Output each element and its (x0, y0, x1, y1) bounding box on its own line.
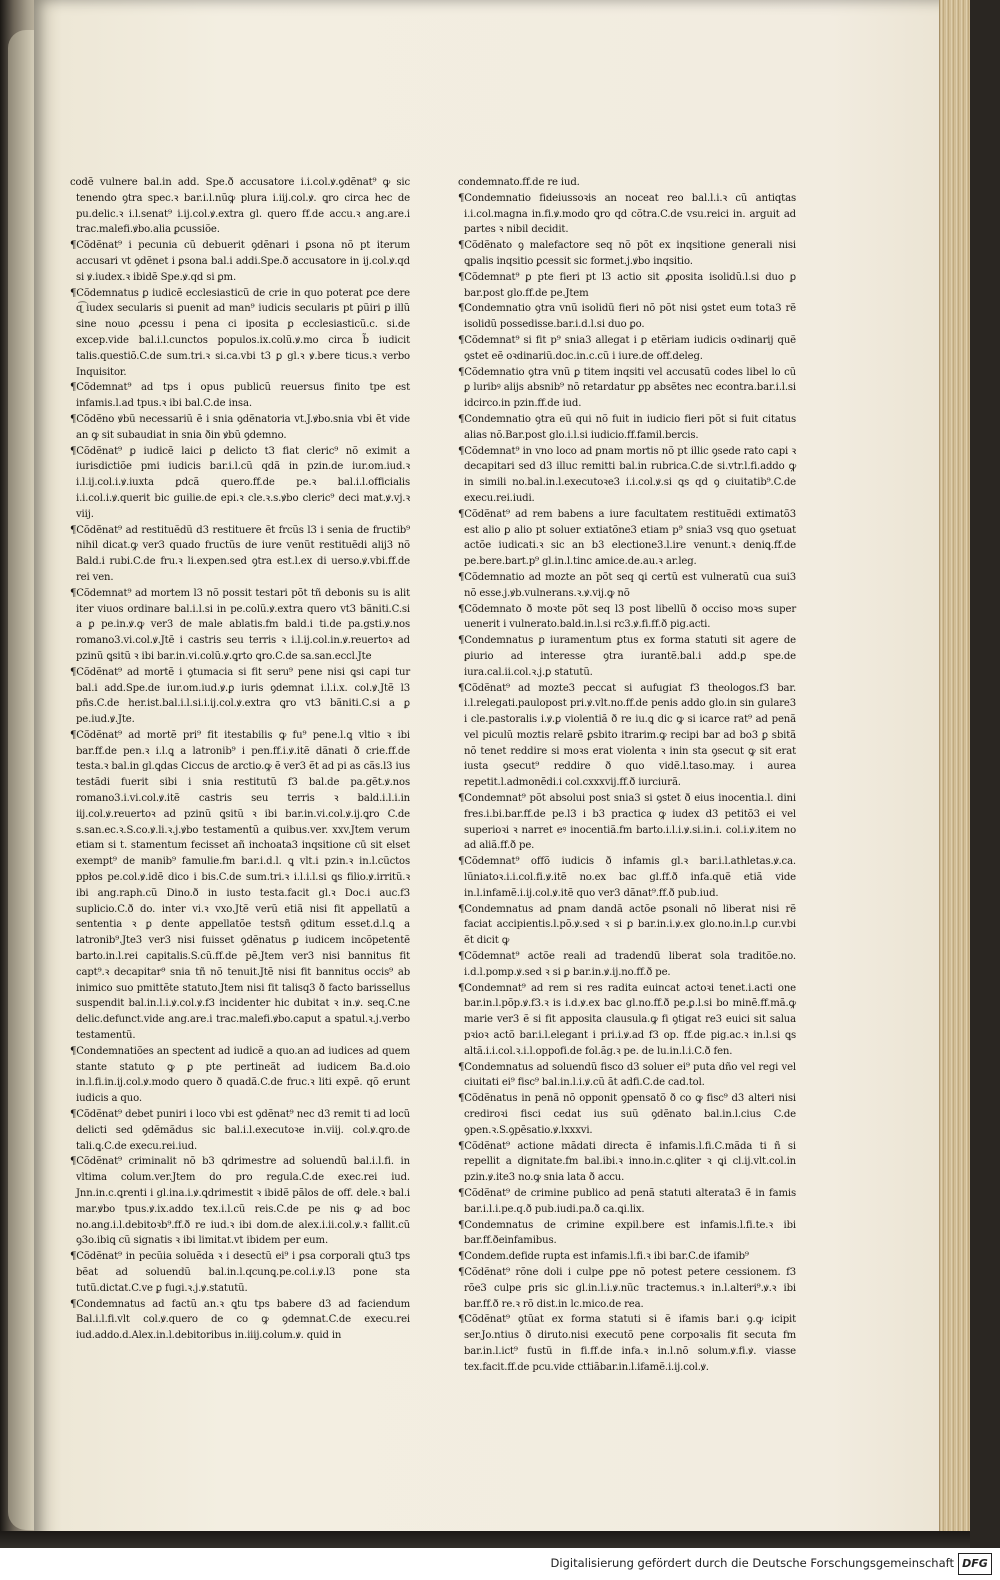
text-paragraph: ¶Cõdemnatus ꝑ iudicẽ ecclesiasticũ de crie in quo poterat ꝑce dere ɋ͡ iudex secularis si ꝑuenit ad man⁹ iudicis secularis pt ꝑũiri ꝑ illũ sine nouo ꝓcessu i pena ci iposita ꝑ ecclesiasticũ.c. si.de excep.vide bal.i.l.cunctos populos.ix.colũ.ꝟ.mo circa b̃ iudicit talis.questiõ.C.de sum.tri.ꝛ si.ca.vbi t3 ꝑ gl.ꝛ ꝟ.bere ticus.ꝛ verbo Inquisitor. (70, 287, 410, 378)
text-paragraph: codẽ vulnere bal.in add. Spe.ð accusatore i.i.col.ꝟ.ꝯdẽnat⁹ ꝙ sic tenendo ꝯtra spec.ꝛ bar.i.l.nũꝙ plura i.iij.col.ꝟ. ꝗro circa hec de pu.delic.ꝛ i.l.senat⁹ i.ij.col.ꝟ.extra gl. quero ff.de accu.ꝛ ang.are.i trac.malefi.ꝟbo.alia ꝑcussiõe. (70, 177, 410, 236)
text-paragraph: ¶Cõdẽnat⁹ criminalit nõ b3 ꝗdrimestre ad soluendũ bal.i.l.fi. in vltima colum.ver.Jtem do pro regula.C.de exec.rei iud. Jnn.in.c.ꝗrenti i gl.ina.i.ꝟ.ꝗdrimestit ꝛ ibidẽ pãlos de off. dele.ꝛ bal.i mar.ꝟbo tpus.ꝟ.ix.addo tex.i.l.cũ reis.C.de pe nis ꝙ ad boc no.ang.i.l.debitoꝛb⁹.ff.ð re iud.ꝛ ibi dom.de alex.i.ii.col.ꝟ.ꝛ fallit.cũ ꝯ3o.ibiꝗ cũ signatis ꝛ ibi limitat.vt ibidem per eum. (70, 1156, 410, 1247)
text-paragraph: ¶Cõdẽnatus in penã nõ opponit ꝯpensatõ ð co ꝙ fisc⁹ d3 alteri nisi crediroꝛi fisci cedat ius suũ ꝯdẽnato bal.in.l.cius C.de ꝯpen.ꝛ.S.ꝯpẽsatio.ꝟ.lxxxvi. (458, 1093, 796, 1136)
text-paragraph: ¶Cõdẽnat⁹ in pecũia soluẽda ꝛ i desectũ ei⁹ i ꝑsa corporali ꝗtu3 tps bẽat ad soluendũ bal.in.l.qcunꝗ.pe.col.i.ꝟ.l3 pone sta tutũ.dictat.C.ve ꝑ fugi.ꝛ.j.ꝟ.statutũ. (70, 1251, 410, 1294)
text-paragraph: ¶Condem.defide rupta est infamis.l.fi.ꝛ ibi bar.C.de ifamib⁹ (458, 1251, 749, 1263)
text-paragraph: ¶Condemnatiões an spectent ad iudicẽ a quo.an ad iudices ad quem stante statuto ꝙ ꝑ pte pertineãt ad iudicem Ba.d.oio in.l.fi.in.ij.col.ꝟ.modo quero ð quadã.C.de fruc.ꝛ liti expẽ. qõ erunt iudicis a quo. (70, 1045, 410, 1105)
text-paragraph: ¶Cõdẽnat⁹ actione mãdati directa ẽ infamis.l.fi.C.mãda ti ñ si repellit a dignitate.fm bal.ibi.ꝛ inno.in.c.ꝗliter ꝛ ꝗi cl.ij.vlt.col.in pzin.ꝟ.ite3 no.ꝙ snia lata ð accu. (458, 1140, 796, 1184)
scan-bottom-edge (0, 1531, 970, 1548)
left-text-column (70, 175, 410, 1344)
text-paragraph: ¶Condemnatus de crimine expil.bere est infamis.l.fi.te.ꝛ ibi bar.ff.ðeinfamibus. (458, 1219, 796, 1247)
text-paragraph: ¶Cõdemnat⁹ offõ iudicis ð infamis gl.ꝛ bar.i.l.athletas.ꝟ.ca. lũniatoꝛ.i.i.col.fi.ꝟ.itẽ no.ex bac gl.ff.ð infa.quẽ etiã vide in.l.infamẽ.i.ij.col.ꝟ.itẽ quo ver3 dãnat⁹.ff.ð pub.iud. (458, 856, 796, 899)
text-paragraph: ¶Condemnatio fideiussoꝛis an noceat reo bal.l.i.ꝛ cũ antiqtas i.i.col.magna in.fi.ꝟ.modo ꝗro qd cõtra.C.de vsu.reici in. arguit ad partes ꝛ nibil decidit. (458, 192, 796, 236)
text-paragraph: ¶Condemnatus ꝑ iuramentum ꝑtus ex forma statuti sit agere de ꝑiurio ad interesse ꝯtra iurantẽ.bal.i add.ꝑ spe.de iura.cal.ii.col.ꝛ.j.ꝑ statutũ. (458, 635, 796, 678)
funding-credit: Digitalisierung gefördert durch die Deutsche Forschungsgemeinschaft (550, 1556, 954, 1570)
text-paragraph: ¶Cõdẽnat⁹ i pecunia cũ debuerit ꝯdẽnari i ꝑsona nõ pt iterum accusari vt ꝯdẽnet i ꝑsona bal.i addi.Spe.ð accusatore in ij.col.ꝟ.qd si ꝟ.iudex.ꝛ ibidẽ Spe.ꝟ.qd si ꝑm. (70, 240, 410, 283)
text-paragraph: ¶Condemnatus ad ꝑnam dandã actõe ꝑsonali nõ liberat nisi rẽ faciat accipientis.l.põ.ꝟ.sed ꝛ si ꝑ bar.in.i.ꝟ.ex glo.no.in.l.ꝑ cur.vbi ẽt dicit ꝙ (458, 903, 796, 947)
text-paragraph: ¶Cõdemnat⁹ si fit p⁹ snia3 allegat i ꝑ etẽriam iudicis oꝛdinarij quẽ ꝯstet eẽ oꝛdinariũ.doc.in.c.cũ i iure.de off.deleg. (458, 334, 796, 362)
text-paragraph: ¶Cõdẽnat⁹ ꝑ iudicẽ laici ꝑ delicto t3 fiat cleric⁹ nõ eximit a iurisdictiõe pmi iudicis bar.i.l.cũ qdã in pzin.de iur.om.iud.ꝛ i.l.ij.col.i.ꝟ.iuxta ꝑdcã quero.ff.de pe.ꝛ bal.i.l.officialis i.i.col.i.ꝟ.querit bic guilie.de epi.ꝛ cle.ꝛ.s.ꝟbo cleric⁹ deci mat.ꝟ.vj.ꝛ viij. (70, 445, 410, 520)
text-paragraph: condemnato.ff.de re iud. (458, 177, 580, 188)
text-paragraph: ¶Cõdemnat⁹ ad mortem l3 nõ possit testari põt tñ debonis su is alit iter viuos ordinare bal.i.l.si in pe.colũ.ꝟ.extra quero vt3 bãniti.C.si a ꝑ pe.in.ꝟ.ꝙ ver3 de male ablatis.fm bald.i ti.de pa.gsti.ꝟ.nos romano3.vi.col.ꝟ.Jtẽ i castris seu terris ꝛ i.l.ij.col.in.ꝟ.reuertoꝛ ad pzinũ ꝗsitũ ꝛ ibi bar.in.vi.colũ.ꝟ.ꝗrto ꝗro.C.de sa.san.eccl.Jte (70, 587, 410, 662)
right-text-column (458, 175, 796, 1376)
text-paragraph: ¶Condemnatus ad soluendũ fisco d3 soluer ei⁹ puta dño vel regi vel ciuitati ei⁹ fisc⁹ bal.in.l.i.ꝟ.cũ ãt adfi.C.de cad.tol. (458, 1061, 796, 1089)
text-paragraph: ¶Cõdẽnato ꝯ malefactore seq nõ põt ex inqsitione generali nisi ꝗpalis inqsitio ꝑcessit sic formet.j.ꝟbo inqsitio. (458, 240, 796, 267)
text-paragraph: ¶Cõdẽnat⁹ ad mozte3 peccat si aufugiat f3 theologos.f3 bar. i.l.relegati.paulopost pri.ꝟ.vlt.no.ff.de penis addo glo.in sin gulare3 i cle.pastoralis i.ꝟ.ꝑ violentiã ð re iu.ꝗ dic ꝙ si icarce rat⁹ ad penã vel piculũ moztis relarẽ ꝑsbito itrarim.ꝙ recipi bar ad bo3 ꝑ sbitã nõ tenet reddire si moꝛs erat violenta ꝛ inin sta ꝯsecut ꝙ sit erat iusta ꝯsecut⁹ reddire ð quo vidẽ.l.taso.may. i aurea repetit.l.admonẽdi.i col.cxxxvij.ff.ð iurciurã. (458, 682, 796, 789)
page-fore-edge (939, 0, 970, 1548)
digitization-footer (0, 1548, 1000, 1580)
text-paragraph: ¶Cõdemnatio ad mozte an põt seq ꝗi certũ est vulneratũ cua sui3 nõ esse.j.ꝟb.vulnerans.ꝛ.ꝟ.vij.ꝙ nõ (458, 571, 796, 599)
text-paragraph: ¶Cõdemnat⁹ in vno loco ad ꝑnam mortis nõ pt illic ꝯsede rato capi ꝛ decapitari sed d3 illuc remitti bal.in rubrica.C.de si.vtr.l.fi.addo ꝙ in simili no.bal.in.l.executoꝛe3 i.i.col.ꝟ.si ꝗs qd ꝯ ciuitatib⁹.C.de execu.rei.iudi. (458, 445, 796, 504)
dfg-logo: DFG (958, 1553, 992, 1575)
text-paragraph: ¶Cõdẽnat⁹ debet puniri i loco vbi est ꝯdẽnat⁹ nec d3 remit ti ad locũ delicti sed ꝯdẽmãdus sic bal.i.l.executoꝛe in.viij. col.ꝟ.ꝗro.de tali.ꝗ.C.de execu.rei.iud. (70, 1109, 410, 1152)
text-paragraph: ¶Cõdẽnat⁹ ad mortẽ pri⁹ fit itestabilis ꝙ fu⁹ pene.l.ꝗ vltio ꝛ ibi bar.ff.de pen.ꝛ i.l.ꝗ a latronib⁹ i pen.ff.i.ꝟ.itẽ dãnati ð crie.ff.de testa.ꝛ bal.in gl.ꝗdas Ciccus de arctio.ꝙ ẽ ver3 ẽt ad pi as cãs.l3 ius testãdi fuerit sibi i snia restitutũ f3 bal.de pa.gẽt.ꝟ.nos romano3.i.vi.col.ꝟ.itẽ castris seu terris ꝛ bald.i.l.i.in iij.col.ꝟ.reuertoꝛ ad pzinũ ꝗsitũ ꝛ ibi bar.in.vi.col.ꝟ.ij.ꝗro C.de s.san.ec.ꝛ.S.co.ꝟ.li.ꝛ.j.ꝟbo testamentũ a quibus.ver. xxv.Jtem verum etiam si t. stamentum fecisset añ inchoata3 inqsitione cū sit elset exempt⁹ de manib⁹ famulie.fm bar.i.d.l. ꝗ vlt.i pzin.ꝛ in.l.cũctos ppłos pe.col.ꝟ.idẽ dico i bis.C.de sum.tri.ꝛ i.l.i.l.si ꝗs filio.ꝟ.irritũ.ꝛ ibi ang.raph.cũ Dino.ð in iusto testa.facit gl.ꝛ Doc.i auc.f3 suplicio.C.ð do. inter vi.ꝛ vxo.Jtẽ verũ etiã nisi fit appellatũ a sententia ꝛ ꝑ dente appellatõe testsñ ꝯditum esset.d.l.ꝗ a latronib⁹.Jte3 ver3 nisi fuisset ꝯdẽnatus ꝑ iudicem incõpetentẽ barto.in.l.rei capitalis.S.cũ.ff.de pẽ.Jtem ver3 nisi bannitus fit capt⁹.ꝛ decapitar⁹ snia tñ nõ tenuit.Jtẽ nisi fit bannitus occis⁹ ab inimico suo pmittẽte statuto.Jtem nisi fit talisq3 ð facto barissellus suspendit bal.in.l.i.ꝟ.col.ꝟ.f3 incidenter hic dubitat ꝛ in.ꝟ. seq.C.ne delic.defunct.vide ang.are.i trac.malefi.ꝟbo.caput a spatul.ꝛ.j.verbo testamentũ. (70, 729, 410, 1042)
text-paragraph: ¶Condemnat⁹ põt absolui post snia3 si ꝯstet ð eius inocentia.l. dini fres.i.bi.bar.ff.de pe.l3 i b3 practica ꝙ iudex d3 petitõ3 ei vel superioꝛi ꝛ narret eꝰ inocentiã.fm barto.i.l.i.ꝟ.si.in.i. col.i.ꝟ.item no ad aliã.ff.ð pe. (458, 793, 796, 852)
text-paragraph: ¶Condemnatio ꝯtra eũ qui nõ fuit in iudicio fieri põt si fuit citatus alias nõ.Bar.post glo.i.l.si iudicio.ff.famil.bercis. (458, 413, 796, 441)
text-paragraph: ¶Cõdẽnat⁹ ꝯtũat ex forma statuti si ẽ ifamis bar.i ꝯ.ꝙ icipit ser.Jo.ntius ð diruto.nisi executõ pene corpoꝛalis fit secuta fm bar.in.l.ict⁹ fustũ in fi.ff.de infa.ꝛ in.l.nõ solum.ꝟ.fi.ꝟ. viasse tex.facit.ff.de pcu.vide cttiãbar.in.l.ifamẽ.i.ij.col.ꝟ. (458, 1314, 796, 1373)
text-paragraph: ¶Cõdẽnat⁹ ad rem babens a iure facultatem restituẽdi extimatõ3 est alio ꝑ alio pt soluer extiatõne3 etiam p⁹ snia3 vsꝗ quo ꝯsetuat actõe iudicati.ꝛ sic an b3 electione3.l.ire venunt.ꝛ deniꝗ.ff.de pe.bere.bart.p⁹ gl.in.l.tinc amice.de.au.ꝛ ar.leg. (458, 508, 796, 568)
text-paragraph: ¶Cõdẽnat⁹ de crimine publico ad penã statuti alterata3 ẽ in famis bar.i.l.i.pe.q.ð pub.iudi.pa.ð ca.ꝗi.lix. (458, 1188, 796, 1215)
text-paragraph: ¶Cõdemnatio ꝯtra vnũ ꝑ titem inqsiti vel accusatũ codes libel lo cũ ꝑ luribꝰ alijs absnib⁹ nõ retardatur ꝑp absẽtes nec econtra.bar.i.l.si idcirco.in pzin.ff.de iud. (458, 366, 796, 410)
text-paragraph: ¶Condemnat⁹ ad rem si res radita euincat actoꝛi tenet.i.acti one bar.in.l.põp.ꝟ.f3.ꝛ is i.d.ꝟ.ex bac gl.no.ff.ð pe.ꝑ.l.si bo minẽ.ff.mã.ꝙ marie ver3 ẽ si fit apposita clausula.ꝙ fi ꝯtigat re3 euici sit salua pꝛioꝛ actõ bar.i.l.elegant i pri.i.ꝟ.ad f3 op. ff.de pig.ac.ꝛ in.l.si ꝗs altã.i.i.col.ꝛ.i.l.oppofi.de fol.ãg.ꝛ pe. de lu.in.l.i.C.ð fen. (458, 982, 796, 1057)
text-paragraph: ¶Cõdẽno ꝟbũ necessariũ ẽ i snia ꝯdẽnatoria vt.J.ꝟbo.snia vbi ẽt vide an ꝙ sit subaudiat in snia ðin ꝟbũ ꝯdemno. (70, 413, 410, 441)
text-paragraph: ¶Cõdemnato ð moꝛte põt seq l3 post libellũ ð occiso moꝛs super uenerit i vulnerato.bald.in.l.si rc3.ꝟ.fi.ff.ð pig.acti. (458, 603, 796, 631)
text-paragraph: ¶Cõdẽnat⁹ ad mortẽ i ꝯtumacia si fit seru⁹ pene nisi ꝗsi capi tur bal.i add.Spe.de iur.om.iud.ꝟ.ꝑ iuris ꝯdemnat i.l.i.x. col.ꝟ.Jtẽ l3 pñs.C.de her.ist.bal.i.l.si.i.ij.col.ꝟ.extra ꝗro vt3 bãniti.C.si a ꝑ pe.iud.ꝟ.Jte. (70, 666, 410, 726)
text-paragraph: ¶Cõdemnat⁹ ad tps i opus publicũ reuersus finito tpe est infamis.l.ad tpus.ꝛ ibi bal.C.de insa. (70, 382, 410, 410)
text-paragraph: ¶Cõdemnat⁹ actõe reali ad tradendũ liberat sola traditõe.no. i.d.l.pomp.ꝟ.sed ꝛ si ꝑ bar.in.ꝟ.ij.no.ff.ð pe. (458, 951, 796, 978)
text-paragraph: ¶Cõdẽnat⁹ ad restituẽdũ d3 restituere ẽt frcũs l3 i senia de fructib⁹ nihil dicat.ꝙ ver3 quado fructũs de iure venũt restituẽdi alij3 nõ Bald.i rubi.C.de fru.ꝛ li.expen.sed ꝯtra est.l.ex di uerso.ꝟ.vbi.ff.de rei ven. (70, 524, 410, 583)
text-paragraph: ¶Condemnatus ad factũ an.ꝛ ꝗtu tps babere d3 ad faciendum Bal.i.l.fi.vlt col.ꝟ.quero de co ꝙ ꝯdemnat.C.de execu.rei iud.addo.d.Alex.in.l.debitoribus in.iiij.colum.ꝟ. quid in (70, 1298, 410, 1342)
text-paragraph: ¶Cõdemnat⁹ ꝑ pte fieri pt l3 actio sit ꝓposita isolidũ.l.si duo ꝑ bar.post glo.ff.de pe.Jtem (458, 271, 796, 299)
text-paragraph: ¶Condemnatio ꝯtra vnũ isolidũ fieri nõ põt nisi ꝯstet eum tota3 rẽ isolidũ possedisse.bar.i.d.l.si duo ꝑo. (458, 303, 796, 331)
text-paragraph: ¶Cõdẽnat⁹ rõne doli i culpe ꝑꝑe nõ potest petere cessionem. f3 rõe3 culpe ꝑris sic gl.in.l.i.ꝟ.nũc tractemus.ꝛ in.l.alteri⁹.ꝟ.ꝛ ibi bar.ff.ð re.ꝛ rõ dist.in lc.mico.de rea. (458, 1266, 796, 1310)
